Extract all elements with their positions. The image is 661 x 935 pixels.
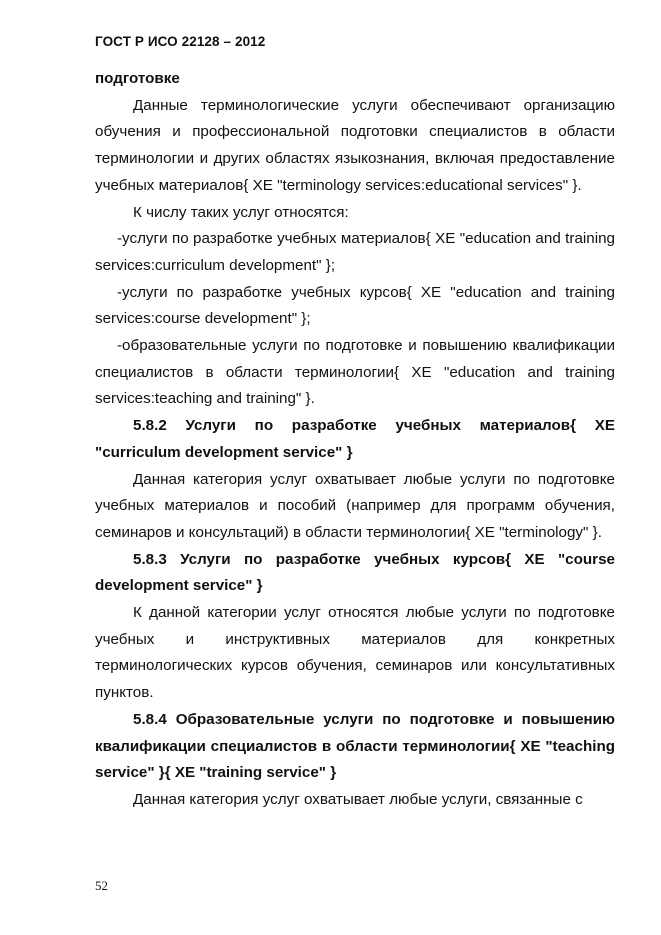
document-body <box>95 66 615 814</box>
paragraph: Данная категория услуг охватывает любые услуги по подготовке учебных материалов и пособий (например для программ обучения, семинаров и консультаций) в области терминологии{ XE "terminology" }. <box>95 470 615 541</box>
paragraph: Данная категория услуг охватывает любые услуги, связанные с <box>133 790 583 808</box>
list-item: -образовательные услуги по подготовке и повышению квалификации специалистов в области терминологии{ XE "education and training services:teaching and training" }. <box>95 337 615 408</box>
section-heading-5-8-3: 5.8.3 Услуги по разработке учебных курсов{ XE "course development service" } <box>95 550 615 595</box>
page-number: 52 <box>95 878 108 893</box>
document-header: ГОСТ Р ИСО 22128 – 2012 <box>95 34 266 49</box>
section-heading-5-8-2: 5.8.2 Услуги по разработке учебных материалов{ XE "curriculum development service" } <box>95 417 615 461</box>
paragraph: К данной категории услуг относятся любые услуги по подготовке учебных и инструктивных материалов для конкретных терминологических курсов обучения, семинаров или консультативных пунктов. <box>95 604 615 702</box>
list-item: -услуги по разработке учебных курсов{ XE "education and training services:course development" }; <box>95 283 615 328</box>
paragraph-continuation-heading: подготовке <box>95 70 180 87</box>
paragraph: Данные терминологические услуги обеспечивают организацию обучения и профессиональной подготовки специалистов в области терминологии и других областях языкознания, включая предоставление учебных материалов{ XE "terminology services:educational services" }. <box>95 96 615 194</box>
paragraph: К числу таких услуг относятся: <box>133 203 349 221</box>
section-heading-5-8-4: 5.8.4 Образовательные услуги по подготовке и повышению квалификации специалистов в области терминологии{ XE "teaching service" }{ XE "training service" } <box>95 710 615 782</box>
list-item: -услуги по разработке учебных материалов{ XE "education and training services:curriculum development" }; <box>95 230 615 274</box>
